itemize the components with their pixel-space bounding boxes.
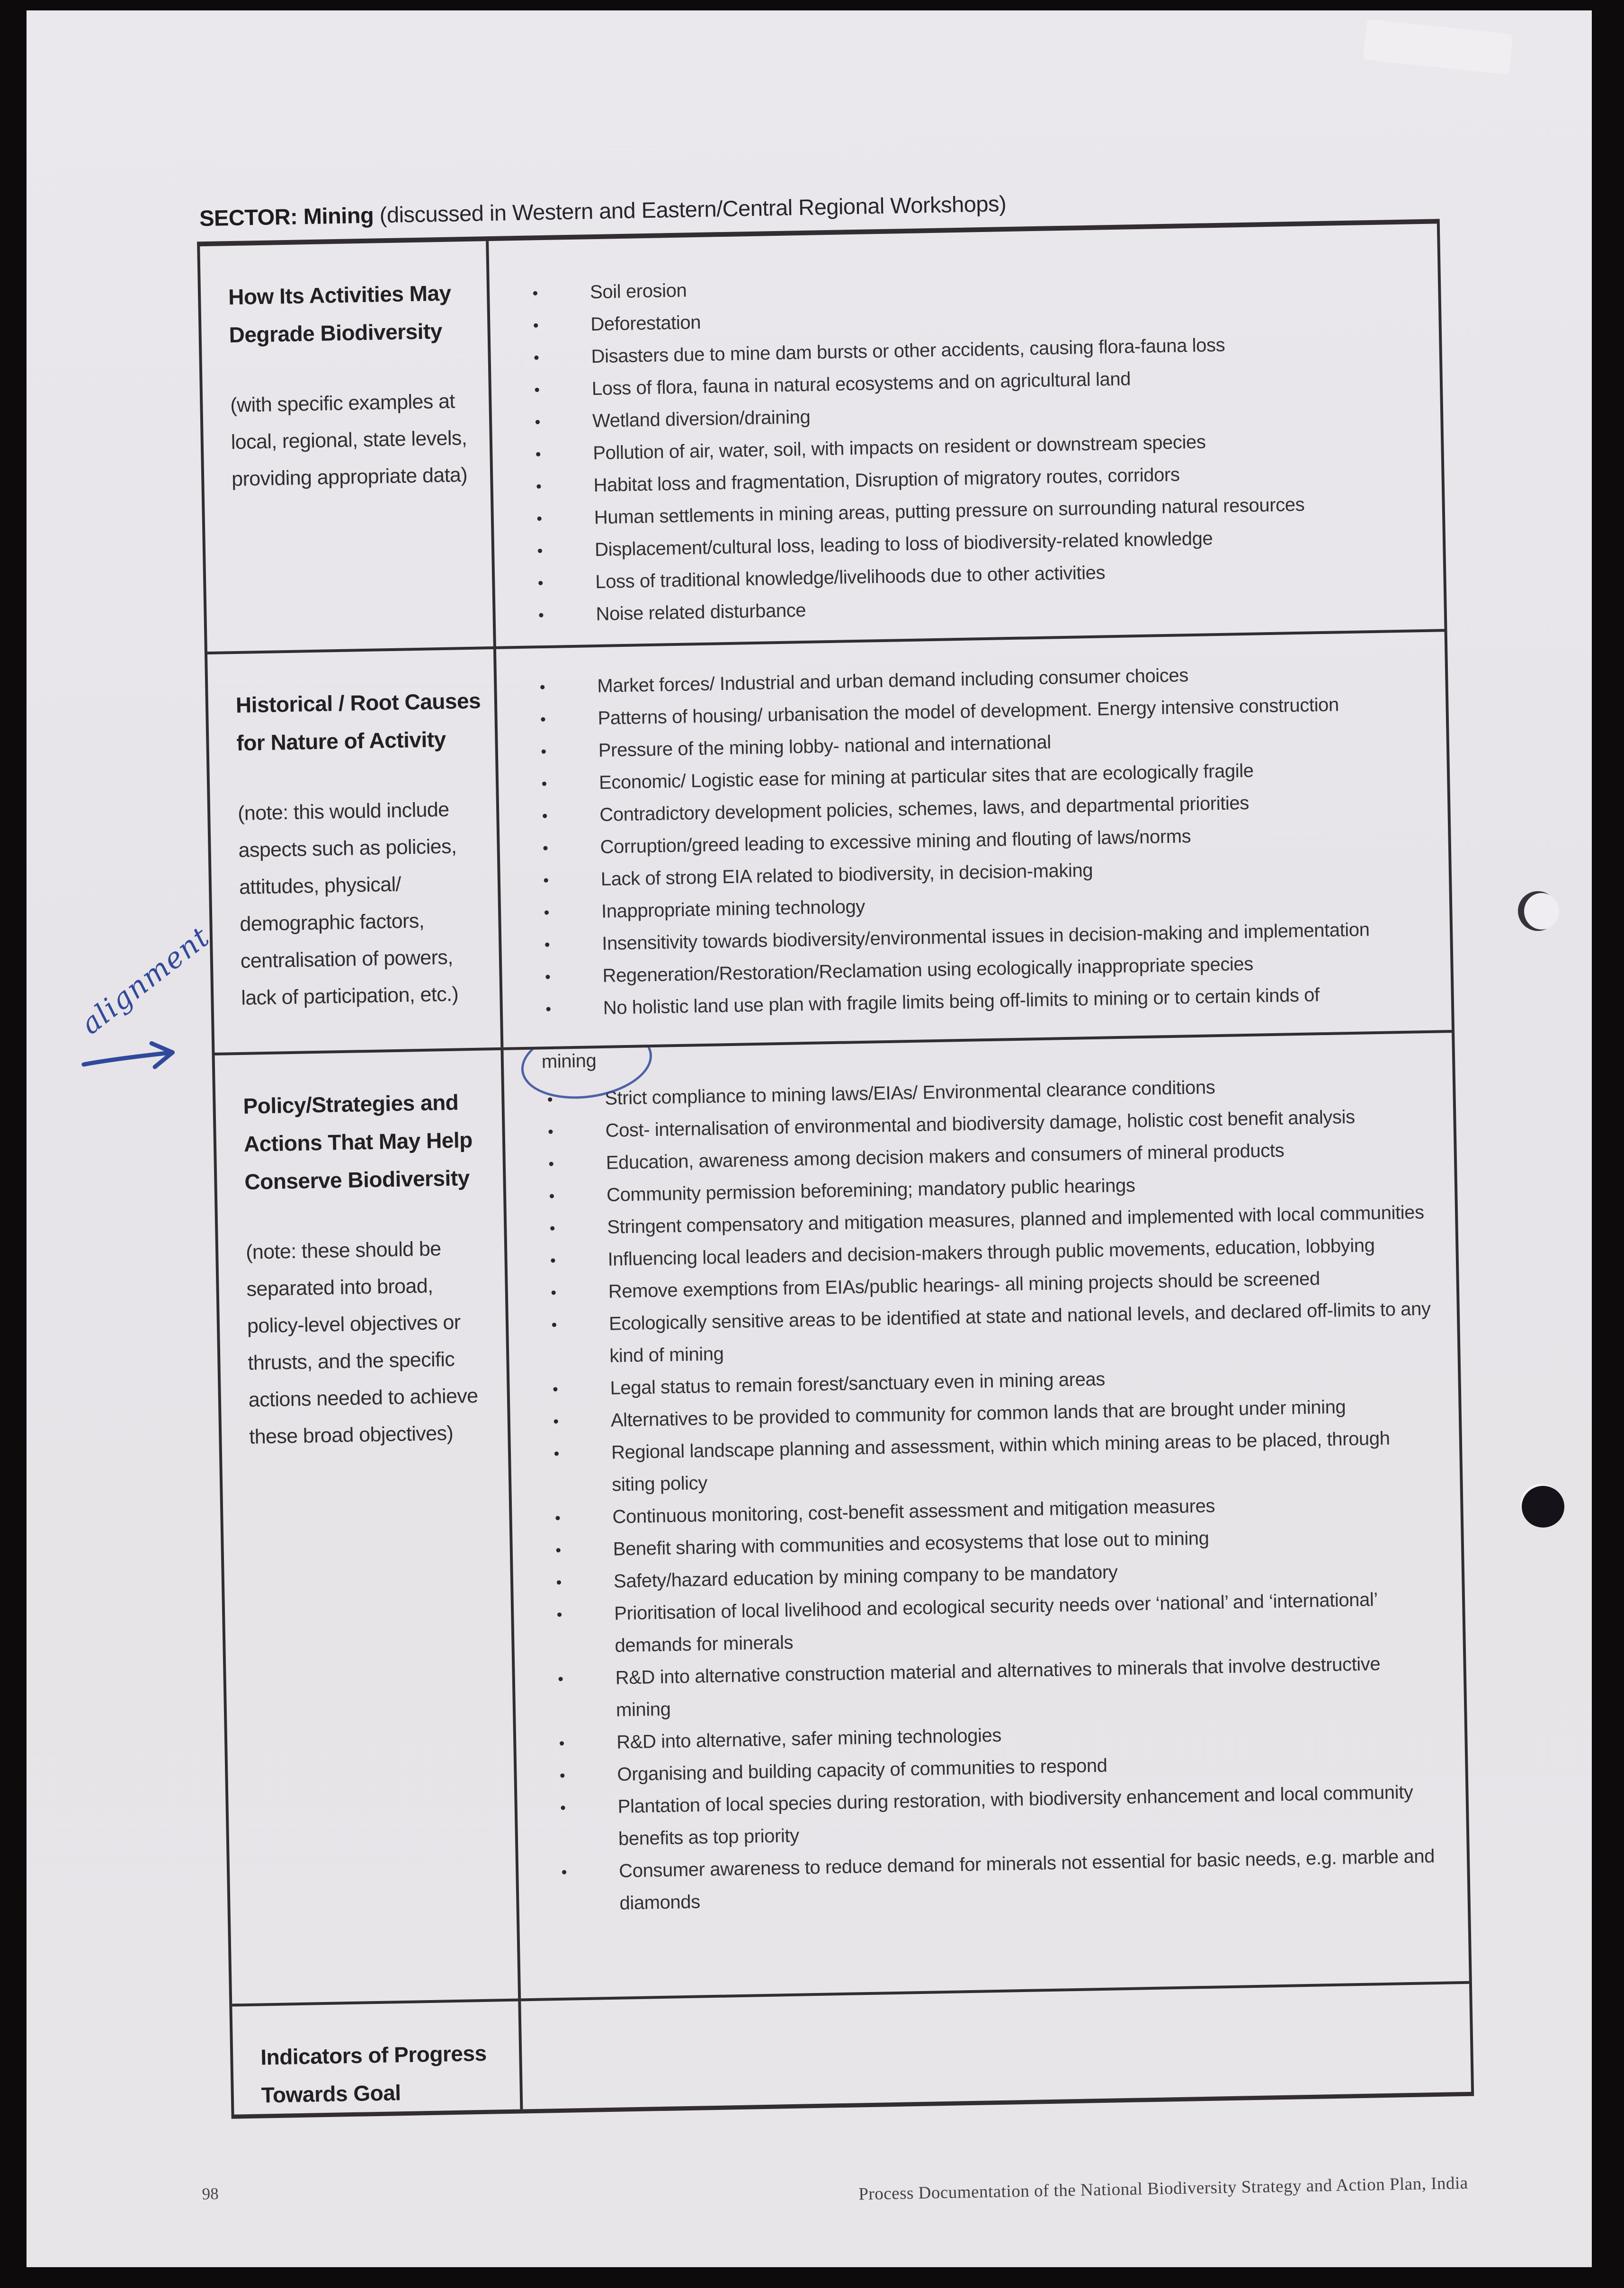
table-row — [200, 223, 1444, 654]
bullet-item: ● Habitat loss and fragmentation, Disruption of migratory routes, corridors — [593, 454, 1418, 501]
bullet-item: ● Deforestation — [590, 293, 1415, 340]
bullet-item: ● Lack of strong EIA related to biodiversity, in decision-making — [600, 849, 1425, 896]
row-note: (with specific examples at local, regional, state levels, providing appropriate data) — [230, 390, 468, 491]
row-header-cell — [207, 649, 503, 1053]
row-heading: Indicators of Progress Towards Goal — [260, 2040, 487, 2108]
table-row — [232, 1984, 1471, 2115]
bullet-item: ● Benefit sharing with communities and ecosystems that lose out to mining — [613, 1518, 1437, 1565]
circled-word — [542, 1050, 597, 1072]
bullet-item: ● Disasters due to mine dam bursts or other accidents, causing flora-fauna loss — [591, 325, 1416, 373]
bullet-item: ● Alternatives to be provided to community for common lands that are brought under mining — [610, 1389, 1435, 1437]
bullet-item: ● Strict compliance to mining laws/EIAs/ Environmental clearance conditions — [605, 1067, 1429, 1115]
bullet-item: ● Soil erosion — [590, 261, 1415, 308]
table-row — [207, 632, 1452, 1055]
row-note: (note: these should be separated into broad, policy-level objectives or thrusts, and the specific actions needed to achieve these broad objectives) — [245, 1237, 478, 1448]
row-header-cell — [232, 2001, 523, 2114]
row-header-cell — [200, 241, 496, 652]
handwritten-note: alignment — [74, 920, 216, 1041]
bullet-item: ● Contradictory development policies, schemes, laws, and departmental priorities — [599, 784, 1424, 831]
row-content-cell — [489, 223, 1444, 646]
bullet-item: ● Remove exemptions from EIAs/public hearings- all mining projects should be screened — [608, 1260, 1433, 1308]
bullet-item: ● Displacement/cultural loss, leading to loss of biodiversity-related knowledge — [595, 518, 1419, 566]
bullet-item: ● Legal status to remain forest/sanctuary even in mining areas — [610, 1357, 1435, 1404]
bullet-item: ● Loss of flora, fauna in natural ecosystems and on agricultural land — [591, 358, 1416, 405]
page-content — [6, 0, 1613, 2281]
overflow-word: mining — [541, 1050, 597, 1072]
bullet-list — [503, 1033, 1444, 1921]
bullet-item: ● Consumer awareness to reduce demand for minerals not essential for basic needs, e.g. marble and diamonds — [619, 1840, 1444, 1920]
footer-title: Process Documentation of the National Biodiversity Strategy and Action Plan, India — [858, 2173, 1469, 2204]
hole-punch-icon — [1522, 1486, 1564, 1528]
sector-label: SECTOR: Mining — [199, 202, 374, 231]
row-heading: Historical / Root Causes for Nature of Activity — [235, 688, 481, 756]
bullet-item: ● Corruption/greed leading to excessive mining and flouting of laws/norms — [600, 816, 1425, 864]
bullet-item: ● Pollution of air, water, soil, with impacts on resident or downstream species — [593, 422, 1418, 469]
row-heading: How Its Activities May Degrade Biodiversity — [228, 280, 452, 348]
pen-arrow-icon — [80, 1034, 184, 1074]
bullet-item: ● Insensitivity towards biodiversity/environmental issues in decision-making and implementation — [602, 912, 1427, 960]
bullet-item: ● Education, awareness among decision makers and consumers of mineral products — [606, 1132, 1430, 1179]
sector-table — [197, 219, 1474, 2118]
hole-punch-partial-icon — [1518, 891, 1558, 931]
bullet-item: ● Wetland diversion/draining — [592, 390, 1417, 437]
bullet-item: ● Organising and building capacity of communities to respond — [617, 1743, 1442, 1791]
bullet-item: ● R&D into alternative construction material and alternatives to minerals that involve destructive mining — [615, 1647, 1440, 1726]
bullet-list — [489, 224, 1420, 632]
bullet-item: ● Influencing local leaders and decision-makers through public movements, education, lobbying — [607, 1228, 1432, 1276]
bullet-item: ● Ecologically sensitive areas to be identified at state and national levels, and declared off-limits to any kind of mining — [608, 1293, 1434, 1372]
bullet-item: ● Regeneration/Restoration/Reclamation using ecologically inappropriate species — [602, 945, 1427, 992]
row-content-cell — [503, 1033, 1469, 1998]
scanned-page — [27, 10, 1592, 2267]
bullet-item: ● Human settlements in mining areas, putting pressure on surrounding natural resources — [594, 486, 1419, 534]
bullet-item: ● Regional landscape planning and assessment, within which mining areas to be placed, through siting policy — [611, 1421, 1436, 1501]
bullet-item: ● Community permission beforemining; mandatory public hearings — [606, 1164, 1431, 1211]
bullet-item: ● Market forces/ Industrial and urban demand including consumer choices — [597, 655, 1422, 703]
sector-note: (discussed in Western and Eastern/Central Regional Workshops) — [373, 191, 1007, 228]
bullet-item: ● Plantation of local species during restoration, with biodiversity enhancement and local community benefits as top priority — [617, 1776, 1443, 1855]
bullet-item: ● Noise related disturbance — [596, 583, 1420, 630]
bullet-item: ● R&D into alternative, safer mining technologies — [616, 1711, 1441, 1759]
page-title — [199, 190, 1007, 231]
bullet-item: ● Pressure of the mining lobby- national and international — [598, 720, 1423, 767]
bullet-item: ● Patterns of housing/ urbanisation the model of development. Energy intensive construction — [598, 688, 1422, 735]
bullet-item: ● Economic/ Logistic ease for mining at particular sites that are ecologically fragile — [599, 752, 1424, 799]
bullet-item: ● Prioritisation of local livelihood and ecological security needs over ‘national’ and ‘international’ demands for minerals — [614, 1582, 1439, 1662]
bullet-item: ● Inappropriate mining technology — [601, 881, 1426, 928]
bullet-list — [496, 633, 1428, 1027]
bullet-item: ● No holistic land use plan with fragile limits being off-limits to mining or to certain kinds of — [603, 977, 1428, 1024]
bullet-item: ● Continuous monitoring, cost-benefit assessment and mitigation measures — [612, 1486, 1437, 1533]
row-content-cell — [521, 1984, 1471, 2109]
table-row — [215, 1033, 1469, 2007]
footer-page-number: 98 — [202, 2184, 219, 2203]
row-heading: Policy/Strategies and Actions That May Help Conserve Biodiversity — [243, 1090, 473, 1194]
bullet-item: ● Cost- internalisation of environmental and biodiversity damage, holistic cost benefit analysis — [605, 1099, 1430, 1147]
row-header-cell — [215, 1050, 521, 2004]
row-note: (note: this would include aspects such as policies, attitudes, physical/ demographic factors, centralisation of powers, lack of participation, etc.) — [237, 798, 459, 1010]
row-content-cell — [496, 632, 1452, 1047]
bullet-item: ● Safety/hazard education by mining company to be mandatory — [613, 1550, 1438, 1598]
bullet-item: ● Stringent compensatory and mitigation measures, planned and implemented with local communities — [607, 1196, 1432, 1243]
bullet-item: ● Loss of traditional knowledge/livelihoods due to other activities — [595, 551, 1420, 598]
